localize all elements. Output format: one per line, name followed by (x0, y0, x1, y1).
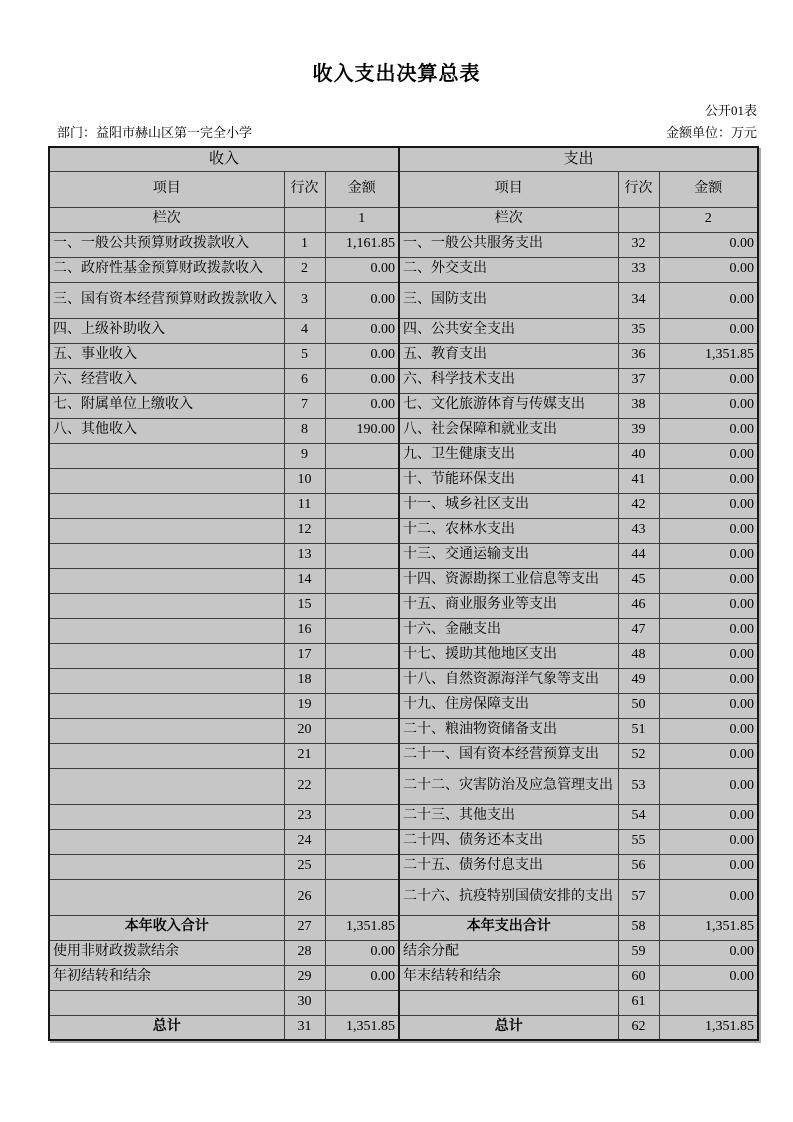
income-amount-cell (325, 443, 399, 468)
table-row (49, 915, 758, 940)
income-item-cell: 一、一般公共预算财政拨款收入 (49, 232, 284, 257)
expense-line-no-cell: 45 (618, 568, 659, 593)
expense-lanci-label: 栏次 (399, 207, 618, 232)
expense-amount-cell: 0.00 (659, 743, 758, 768)
expense-column-number: 2 (659, 207, 758, 232)
income-item-cell: 三、国有资本经营预算财政拨款收入 (49, 282, 284, 318)
expense-amount-cell: 0.00 (659, 718, 758, 743)
expense-line-no-cell: 40 (618, 443, 659, 468)
expense-item-cell: 本年支出合计 (399, 915, 618, 940)
expense-amount-cell: 0.00 (659, 318, 758, 343)
table-row (49, 318, 758, 343)
table-row (49, 468, 758, 493)
expense-amount-cell: 0.00 (659, 854, 758, 879)
table-row (49, 743, 758, 768)
expense-item-cell: 二十三、其他支出 (399, 804, 618, 829)
income-line-no-cell: 6 (284, 368, 325, 393)
expense-amount-cell: 0.00 (659, 804, 758, 829)
expense-amount-cell: 0.00 (659, 940, 758, 965)
expense-line-no-cell: 58 (618, 915, 659, 940)
expense-line-no-cell: 53 (618, 768, 659, 804)
expense-amount-cell: 0.00 (659, 443, 758, 468)
unit-label: 金额单位：万元 (665, 125, 757, 140)
col-header-expense-amount: 金额 (659, 171, 758, 207)
table-row (49, 593, 758, 618)
meta-line (48, 122, 757, 141)
income-line-no-cell: 13 (284, 543, 325, 568)
income-amount-cell (325, 854, 399, 879)
expense-line-no-cell: 59 (618, 940, 659, 965)
income-amount-cell: 0.00 (325, 965, 399, 990)
income-line-no-cell: 26 (284, 879, 325, 915)
income-item-cell (49, 854, 284, 879)
table-row (49, 768, 758, 804)
income-item-cell (49, 518, 284, 543)
income-item-cell: 四、上级补助收入 (49, 318, 284, 343)
table-row (49, 718, 758, 743)
col-header-income-item: 项目 (49, 171, 284, 207)
expense-amount-cell: 0.00 (659, 368, 758, 393)
expense-item-cell: 二十四、债务还本支出 (399, 829, 618, 854)
table-row (49, 543, 758, 568)
table-row (49, 443, 758, 468)
table-row (49, 282, 758, 318)
income-item-cell (49, 493, 284, 518)
income-line-no-cell: 9 (284, 443, 325, 468)
expense-item-cell: 十三、交通运输支出 (399, 543, 618, 568)
income-line-no-cell: 18 (284, 668, 325, 693)
table-row (49, 257, 758, 282)
expense-item-cell: 二十五、债务付息支出 (399, 854, 618, 879)
income-amount-cell (325, 518, 399, 543)
income-amount-cell (325, 990, 399, 1015)
income-line-no-cell: 24 (284, 829, 325, 854)
income-item-cell: 八、其他收入 (49, 418, 284, 443)
income-line-no-cell: 20 (284, 718, 325, 743)
table-row (49, 854, 758, 879)
expense-amount-cell: 0.00 (659, 693, 758, 718)
expense-line-no-cell: 62 (618, 1015, 659, 1040)
income-item-cell (49, 743, 284, 768)
expense-line-no-cell: 48 (618, 643, 659, 668)
expense-amount-cell: 0.00 (659, 568, 758, 593)
page-title: 收入支出决算总表 (312, 63, 481, 85)
expense-item-cell: 十七、援助其他地区支出 (399, 643, 618, 668)
income-item-cell (49, 768, 284, 804)
income-line-no-cell: 14 (284, 568, 325, 593)
expense-item-cell: 十八、自然资源海洋气象等支出 (399, 668, 618, 693)
expense-item-cell: 二、外交支出 (399, 257, 618, 282)
income-line-no-cell: 27 (284, 915, 325, 940)
income-line-no-cell: 11 (284, 493, 325, 518)
income-amount-cell (325, 693, 399, 718)
income-amount-cell (325, 568, 399, 593)
expense-line-no-cell: 41 (618, 468, 659, 493)
department-label: 部门：益阳市赫山区第一完全小学 (57, 125, 253, 140)
income-amount-cell (325, 668, 399, 693)
income-item-cell: 总计 (49, 1015, 284, 1040)
income-item-cell (49, 879, 284, 915)
income-item-cell (49, 643, 284, 668)
expense-lanci-blank (618, 207, 659, 232)
income-item-cell (49, 618, 284, 643)
expense-amount-cell: 1,351.85 (659, 915, 758, 940)
income-amount-cell (325, 879, 399, 915)
expense-amount-cell: 0.00 (659, 965, 758, 990)
expense-amount-cell: 0.00 (659, 768, 758, 804)
expense-line-no-cell: 42 (618, 493, 659, 518)
table-row (49, 618, 758, 643)
income-column-number: 1 (325, 207, 399, 232)
income-amount-cell: 1,161.85 (325, 232, 399, 257)
income-amount-cell: 0.00 (325, 368, 399, 393)
income-amount-cell: 0.00 (325, 343, 399, 368)
income-line-no-cell: 25 (284, 854, 325, 879)
income-item-cell: 使用非财政拨款结余 (49, 940, 284, 965)
table-row (49, 518, 758, 543)
expense-line-no-cell: 36 (618, 343, 659, 368)
income-item-cell: 五、事业收入 (49, 343, 284, 368)
income-item-cell (49, 568, 284, 593)
expense-item-cell: 八、社会保障和就业支出 (399, 418, 618, 443)
expense-item-cell: 十四、资源勘探工业信息等支出 (399, 568, 618, 593)
income-item-cell: 六、经营收入 (49, 368, 284, 393)
col-header-expense-item: 项目 (399, 171, 618, 207)
income-amount-cell: 0.00 (325, 393, 399, 418)
expense-line-no-cell: 55 (618, 829, 659, 854)
section-header-row (49, 147, 758, 171)
expense-amount-cell: 0.00 (659, 468, 758, 493)
income-item-cell: 本年收入合计 (49, 915, 284, 940)
income-amount-cell: 190.00 (325, 418, 399, 443)
income-line-no-cell: 16 (284, 618, 325, 643)
table-row (49, 568, 758, 593)
expense-item-cell (399, 990, 618, 1015)
income-item-cell (49, 543, 284, 568)
expense-amount-cell: 0.00 (659, 493, 758, 518)
table-row (49, 493, 758, 518)
income-amount-cell (325, 829, 399, 854)
income-section-header: 收入 (49, 147, 399, 171)
income-item-cell (49, 443, 284, 468)
expense-amount-cell: 0.00 (659, 282, 758, 318)
expense-item-cell: 九、卫生健康支出 (399, 443, 618, 468)
income-item-cell (49, 718, 284, 743)
income-amount-cell (325, 643, 399, 668)
expense-item-cell: 一、一般公共服务支出 (399, 232, 618, 257)
expense-item-cell: 结余分配 (399, 940, 618, 965)
col-header-income-line-no: 行次 (284, 171, 325, 207)
table-row (49, 393, 758, 418)
income-amount-cell: 0.00 (325, 282, 399, 318)
col-header-income-amount: 金额 (325, 171, 399, 207)
expense-line-no-cell: 50 (618, 693, 659, 718)
income-line-no-cell: 12 (284, 518, 325, 543)
expense-item-cell: 总计 (399, 1015, 618, 1040)
income-item-cell (49, 829, 284, 854)
income-line-no-cell: 22 (284, 768, 325, 804)
income-amount-cell (325, 718, 399, 743)
income-item-cell: 七、附属单位上缴收入 (49, 393, 284, 418)
expense-line-no-cell: 54 (618, 804, 659, 829)
expense-line-no-cell: 56 (618, 854, 659, 879)
expense-amount-cell: 0.00 (659, 257, 758, 282)
expense-item-cell: 二十二、灾害防治及应急管理支出 (399, 768, 618, 804)
table-row (49, 1015, 758, 1040)
expense-item-cell: 六、科学技术支出 (399, 368, 618, 393)
income-amount-cell: 1,351.85 (325, 915, 399, 940)
expense-item-cell: 十、节能环保支出 (399, 468, 618, 493)
expense-amount-cell (659, 990, 758, 1015)
expense-amount-cell: 1,351.85 (659, 1015, 758, 1040)
income-amount-cell (325, 743, 399, 768)
income-item-cell (49, 804, 284, 829)
income-amount-cell (325, 768, 399, 804)
expense-item-cell: 五、教育支出 (399, 343, 618, 368)
income-line-no-cell: 29 (284, 965, 325, 990)
expense-line-no-cell: 37 (618, 368, 659, 393)
table-row (49, 990, 758, 1015)
income-line-no-cell: 31 (284, 1015, 325, 1040)
expense-item-cell: 十六、金融支出 (399, 618, 618, 643)
expense-amount-cell: 1,351.85 (659, 343, 758, 368)
income-amount-cell (325, 543, 399, 568)
expense-amount-cell: 0.00 (659, 518, 758, 543)
expense-item-cell: 七、文化旅游体育与传媒支出 (399, 393, 618, 418)
income-amount-cell (325, 804, 399, 829)
expense-line-no-cell: 49 (618, 668, 659, 693)
income-expense-table (48, 146, 759, 1041)
income-line-no-cell: 23 (284, 804, 325, 829)
income-amount-cell (325, 618, 399, 643)
income-line-no-cell: 17 (284, 643, 325, 668)
income-line-no-cell: 30 (284, 990, 325, 1015)
income-lanci-blank (284, 207, 325, 232)
income-amount-cell: 0.00 (325, 257, 399, 282)
table-row (49, 343, 758, 368)
income-amount-cell (325, 468, 399, 493)
income-line-no-cell: 21 (284, 743, 325, 768)
expense-item-cell: 四、公共安全支出 (399, 318, 618, 343)
income-line-no-cell: 15 (284, 593, 325, 618)
table-row (49, 879, 758, 915)
income-item-cell: 年初结转和结余 (49, 965, 284, 990)
expense-line-no-cell: 38 (618, 393, 659, 418)
expense-line-no-cell: 57 (618, 879, 659, 915)
expense-line-no-cell: 46 (618, 593, 659, 618)
expense-amount-cell: 0.00 (659, 543, 758, 568)
table-row (49, 693, 758, 718)
income-amount-cell: 1,351.85 (325, 1015, 399, 1040)
expense-line-no-cell: 47 (618, 618, 659, 643)
income-line-no-cell: 5 (284, 343, 325, 368)
expense-amount-cell: 0.00 (659, 643, 758, 668)
income-line-no-cell: 7 (284, 393, 325, 418)
table-row (49, 829, 758, 854)
income-line-no-cell: 2 (284, 257, 325, 282)
expense-item-cell: 二十六、抗疫特别国债安排的支出 (399, 879, 618, 915)
expense-item-cell: 十九、住房保障支出 (399, 693, 618, 718)
expense-line-no-cell: 34 (618, 282, 659, 318)
expense-item-cell: 十一、城乡社区支出 (399, 493, 618, 518)
expense-line-no-cell: 61 (618, 990, 659, 1015)
table-row (49, 804, 758, 829)
expense-item-cell: 三、国防支出 (399, 282, 618, 318)
column-header-row (49, 171, 758, 207)
income-item-cell (49, 668, 284, 693)
table-row (49, 668, 758, 693)
income-amount-cell (325, 593, 399, 618)
income-amount-cell (325, 493, 399, 518)
table-row (49, 368, 758, 393)
expense-line-no-cell: 60 (618, 965, 659, 990)
income-amount-cell: 0.00 (325, 318, 399, 343)
income-lanci-label: 栏次 (49, 207, 284, 232)
table-row (49, 232, 758, 257)
table-row (49, 940, 758, 965)
income-amount-cell: 0.00 (325, 940, 399, 965)
income-item-cell (49, 468, 284, 493)
column-number-row (49, 207, 758, 232)
income-item-cell: 二、政府性基金预算财政拨款收入 (49, 257, 284, 282)
table-row (49, 643, 758, 668)
expense-item-cell: 二十一、国有资本经营预算支出 (399, 743, 618, 768)
expense-line-no-cell: 51 (618, 718, 659, 743)
expense-amount-cell: 0.00 (659, 418, 758, 443)
expense-amount-cell: 0.00 (659, 668, 758, 693)
expense-line-no-cell: 52 (618, 743, 659, 768)
expense-item-cell: 十五、商业服务业等支出 (399, 593, 618, 618)
expense-line-no-cell: 32 (618, 232, 659, 257)
income-item-cell (49, 593, 284, 618)
expense-amount-cell: 0.00 (659, 593, 758, 618)
income-line-no-cell: 4 (284, 318, 325, 343)
expense-amount-cell: 0.00 (659, 829, 758, 854)
expense-line-no-cell: 33 (618, 257, 659, 282)
expense-line-no-cell: 43 (618, 518, 659, 543)
expense-line-no-cell: 39 (618, 418, 659, 443)
income-line-no-cell: 8 (284, 418, 325, 443)
expense-amount-cell: 0.00 (659, 879, 758, 915)
table-row (49, 418, 758, 443)
income-line-no-cell: 1 (284, 232, 325, 257)
table-row (49, 965, 758, 990)
income-line-no-cell: 3 (284, 282, 325, 318)
expense-item-cell: 年末结转和结余 (399, 965, 618, 990)
col-header-expense-line-no: 行次 (618, 171, 659, 207)
expense-amount-cell: 0.00 (659, 232, 758, 257)
table-code: 公开01表 (704, 103, 757, 118)
expense-item-cell: 二十、粮油物资储备支出 (399, 718, 618, 743)
expense-amount-cell: 0.00 (659, 618, 758, 643)
income-line-no-cell: 19 (284, 693, 325, 718)
expense-line-no-cell: 44 (618, 543, 659, 568)
expense-line-no-cell: 35 (618, 318, 659, 343)
income-item-cell (49, 693, 284, 718)
expense-amount-cell: 0.00 (659, 393, 758, 418)
expense-item-cell: 十二、农林水支出 (399, 518, 618, 543)
income-line-no-cell: 10 (284, 468, 325, 493)
expense-section-header: 支出 (399, 147, 758, 171)
income-line-no-cell: 28 (284, 940, 325, 965)
income-item-cell (49, 990, 284, 1015)
